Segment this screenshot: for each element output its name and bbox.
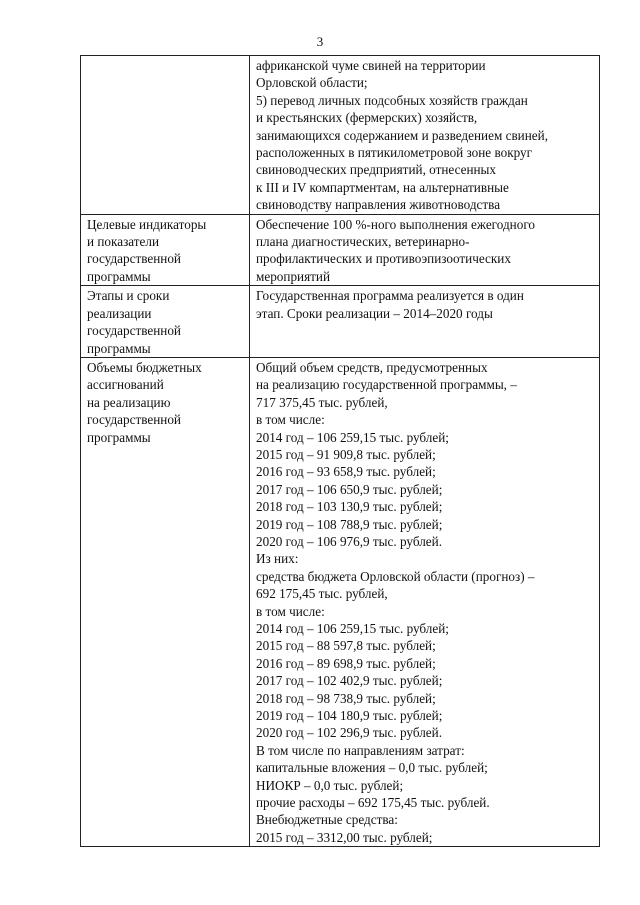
text-line: государственной <box>87 412 181 428</box>
text-line: свиноводческих предприятий, отнесенных <box>256 162 497 178</box>
text-line: средства бюджета Орловской области (прогноз) – <box>256 568 535 584</box>
row-value <box>250 286 600 358</box>
text-line: капитальные вложения – 0,0 тыс. рублей; <box>256 760 488 776</box>
text-line: 692 175,45 тыс. рублей, <box>256 586 388 602</box>
text-line: 2018 год – 103 130,9 тыс. рублей; <box>256 499 443 515</box>
text-line: на реализацию <box>87 394 171 410</box>
text-line: Целевые индикаторы <box>87 216 207 232</box>
text-line: 2020 год – 106 976,9 тыс. рублей. <box>256 533 442 549</box>
text-line: 2015 год – 88 597,8 тыс. рублей; <box>256 638 436 654</box>
text-line: 2015 год – 3312,00 тыс. рублей; <box>256 829 433 845</box>
row-label <box>81 357 250 846</box>
text-line: свиноводству направления животноводства <box>256 197 501 213</box>
text-line: и крестьянских (фермерских) хозяйств, <box>256 110 478 126</box>
text-line: 2016 год – 93 658,9 тыс. рублей; <box>256 464 436 480</box>
text-line: 2020 год – 102 296,9 тыс. рублей. <box>256 725 442 741</box>
text-line: к III и IV компартментам, на альтернативные <box>256 179 509 195</box>
text-line: на реализацию государственной программы, – <box>256 377 517 393</box>
row-value <box>250 357 600 846</box>
text-line: мероприятий <box>256 268 331 284</box>
text-line: государственной <box>87 251 181 267</box>
text-line: 2014 год – 106 259,15 тыс. рублей; <box>256 621 449 636</box>
text-line: прочие расходы – 692 175,45 тыс. рублей. <box>256 795 490 811</box>
row-label <box>81 214 250 286</box>
table-row-measures-continued <box>81 56 600 215</box>
program-passport-table <box>80 55 600 847</box>
text-line: этап. Сроки реализации – 2014–2020 годы <box>256 305 493 321</box>
row-label <box>81 56 250 215</box>
text-line: Общий объем средств, предусмотренных <box>256 359 488 375</box>
row-label <box>81 286 250 358</box>
text-line: в том числе: <box>256 603 325 619</box>
text-line: 2019 год – 108 788,9 тыс. рублей; <box>256 516 443 532</box>
text-line: профилактических и противоэпизоотических <box>256 251 511 267</box>
table-row-budget-allocations <box>81 357 600 846</box>
text-line: В том числе по направлениям затрат: <box>256 742 465 758</box>
table-row-target-indicators <box>81 214 600 286</box>
row-value <box>250 56 600 215</box>
text-line: 2015 год – 91 909,8 тыс. рублей; <box>256 446 436 462</box>
text-line: африканской чуме свиней на территории <box>256 58 486 73</box>
text-line: расположенных в пятикилометровой зоне вокруг <box>256 145 533 161</box>
text-line: программы <box>87 429 151 445</box>
text-line: занимающихся содержанием и разведением свиней, <box>256 127 548 143</box>
table-row-stages-and-terms <box>81 286 600 358</box>
text-line: Объемы бюджетных <box>87 359 202 375</box>
text-line: 2017 год – 106 650,9 тыс. рублей; <box>256 481 443 497</box>
text-line: реализации <box>87 305 152 321</box>
text-line: 2019 год – 104 180,9 тыс. рублей; <box>256 708 443 724</box>
text-line: ассигнований <box>87 377 164 393</box>
text-line: программы <box>87 340 151 356</box>
text-line: плана диагностических, ветеринарно- <box>256 234 470 250</box>
text-line: и показатели <box>87 234 160 250</box>
text-line: Внебюджетные средства: <box>256 812 398 828</box>
text-line: Государственная программа реализуется в один <box>256 288 524 304</box>
text-line: в том числе: <box>256 412 325 428</box>
text-line: Орловской области; <box>256 75 368 91</box>
text-line: Из них: <box>256 551 299 567</box>
text-line: Этапы и сроки <box>87 288 170 304</box>
page-number: 3 <box>316 34 324 49</box>
row-value <box>250 214 600 286</box>
text-line: НИОКР – 0,0 тыс. рублей; <box>256 777 404 793</box>
text-line: 2017 год – 102 402,9 тыс. рублей; <box>256 673 443 689</box>
text-line: 2014 год – 106 259,15 тыс. рублей; <box>256 429 449 445</box>
text-line: 2016 год – 89 698,9 тыс. рублей; <box>256 655 436 671</box>
text-line: государственной <box>87 323 181 339</box>
text-line: 5) перевод личных подсобных хозяйств граждан <box>256 92 528 108</box>
text-line: 2018 год – 98 738,9 тыс. рублей; <box>256 690 436 706</box>
text-line: 717 375,45 тыс. рублей, <box>256 394 388 410</box>
text-line: программы <box>87 268 151 284</box>
text-line: Обеспечение 100 %-ного выполнения ежегодного <box>256 216 536 232</box>
